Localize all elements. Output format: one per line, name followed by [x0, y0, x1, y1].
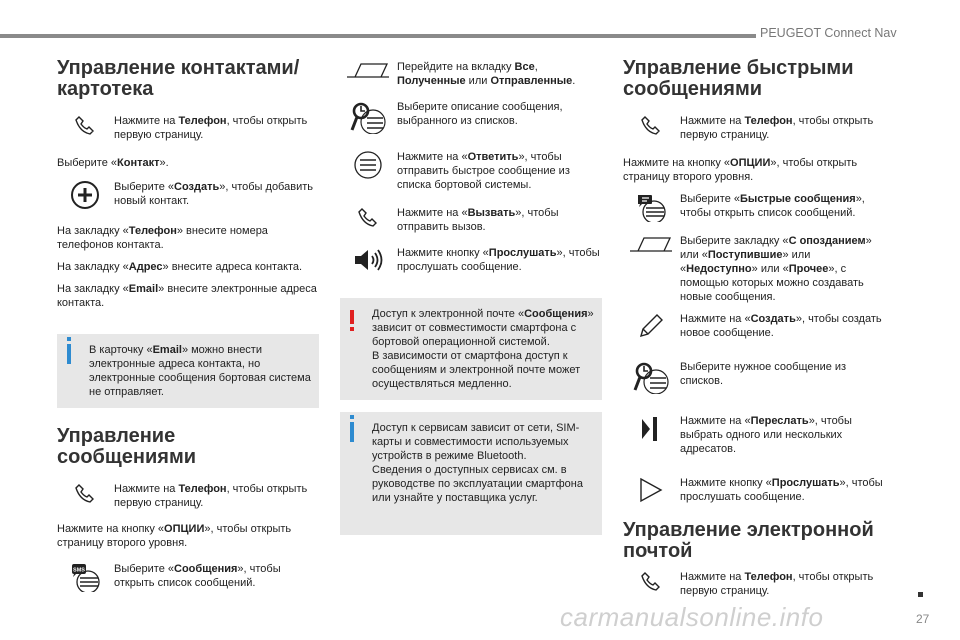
tab-bar-icon — [345, 60, 391, 80]
options-text-2: Нажмите на кнопку «ОПЦИИ», чтобы открыть страницу второго уровня. — [623, 157, 858, 183]
warning-icon — [350, 310, 354, 324]
forward-icon — [637, 414, 665, 444]
step-reply: Нажмите на «Ответить», чтобы отправить быстрое сообщение из списка бортовой системы. — [340, 150, 602, 192]
step-phone-2: Нажмите на Телефон, чтобы открыть первую страницу. — [57, 482, 319, 510]
section-title-contacts: Управление контактами/ картотека — [57, 57, 300, 100]
column-quick-messages — [623, 58, 885, 598]
step-phone-3: Нажмите на Телефон, чтобы открыть первую страницу. — [623, 114, 885, 142]
magnify-list-icon — [349, 100, 387, 134]
reply-list-icon — [351, 150, 385, 180]
magnify-list-icon — [632, 360, 670, 394]
play-icon — [638, 476, 664, 504]
address-tab-text: На закладку «Адрес» внесите адреса контакта. — [57, 261, 303, 273]
step-tabs: Перейдите на вкладку Все, Полученные или Отправленные. — [340, 60, 602, 88]
add-circle-icon — [70, 180, 100, 210]
step-messages: SMS Выберите «Сообщения», чтобы открыть список сообщений. — [57, 562, 319, 592]
step-select-from-list: Выберите нужное сообщение из списков. — [623, 360, 885, 394]
svg-text:SMS: SMS — [72, 567, 85, 574]
step-phone: Нажмите на Телефон, чтобы открыть первую страницу. — [57, 114, 319, 142]
step-create-message: Нажмите на «Создать», чтобы создать новое сообщение. — [623, 312, 885, 340]
info-box-services: Доступ к сервисам зависит от сети, SIM-карты и совместимости используемых устройств в режиме Bluetooth. Сведения о доступных сервисах см. в руководстве по эксплуатации смартфона или узнайте у поставщика услуг. — [340, 412, 602, 535]
phone-icon — [640, 114, 662, 136]
step-forward: Нажмите на «Переслать», чтобы выбрать одного или нескольких адресатов. — [623, 414, 885, 456]
phone-icon — [74, 482, 96, 504]
phone-icon — [74, 114, 96, 136]
pencil-icon — [637, 312, 665, 340]
info-box-email: В карточку «Email» можно внести электронные адреса контакта, но электронные сообщения бортовая система не отправляет. — [57, 334, 319, 408]
options-text: Нажмите на кнопку «ОПЦИИ», чтобы открыть страницу второго уровня. — [57, 523, 292, 549]
sms-list-icon — [68, 562, 102, 592]
page-marker — [918, 592, 923, 597]
page-number: 27 — [916, 612, 930, 626]
select-contact-text: Выберите «Контакт». — [57, 157, 169, 169]
step-phone-4: Нажмите на Телефон, чтобы открыть первую страницу. — [623, 570, 885, 598]
step-select-tab: Выберите закладку «С опозданием» или «Поступившие» или «Недоступно» или «Прочее», с помощью которых можно создавать новые сообщения. — [623, 234, 885, 304]
step-quick-messages: Выберите «Быстрые сообщения», чтобы открыть список сообщений. — [623, 192, 885, 222]
section-title-messages: Управление сообщениями — [57, 425, 197, 468]
section-title-quick-messages: Управление быстрыми сообщениями — [623, 57, 854, 100]
phone-icon — [640, 570, 662, 592]
column-message-actions — [340, 60, 602, 535]
step-listen: Нажмите кнопку «Прослушать», чтобы прослушать сообщение. — [340, 246, 602, 274]
top-rule — [0, 34, 756, 38]
brand-label: PEUGEOT Connect Nav — [760, 26, 897, 40]
info-icon — [350, 422, 354, 442]
column-contacts — [57, 58, 319, 592]
warning-box: Доступ к электронной почте «Сообщения» зависит от совместимости смартфона с бортовой операционной системой. В зависимости от смартфона доступ к сообщениям и электронной почте может осуществляться медленно. — [340, 298, 602, 400]
step-select-message: Выберите описание сообщения, выбранного из списков. — [340, 100, 602, 134]
watermark: carmanualsonline.info — [560, 602, 824, 632]
phone-icon — [357, 206, 379, 228]
step-create: Выберите «Создать», чтобы добавить новый контакт. — [57, 180, 319, 210]
tab-bar-icon — [628, 234, 674, 254]
speaker-icon — [352, 246, 384, 274]
section-title-email: Управление электронной почтой — [623, 519, 874, 562]
email-tab-text: На закладку «Email» внесите электронные адреса контакта. — [57, 283, 317, 309]
step-listen-2: Нажмите кнопку «Прослушать», чтобы прослушать сообщение. — [623, 476, 885, 504]
info-icon — [67, 344, 71, 364]
step-call: Нажмите на «Вызвать», чтобы отправить вызов. — [340, 206, 602, 234]
quick-message-list-icon — [634, 192, 668, 222]
phone-tab-text: На закладку «Телефон» внесите номера телефонов контакта. — [57, 225, 268, 251]
